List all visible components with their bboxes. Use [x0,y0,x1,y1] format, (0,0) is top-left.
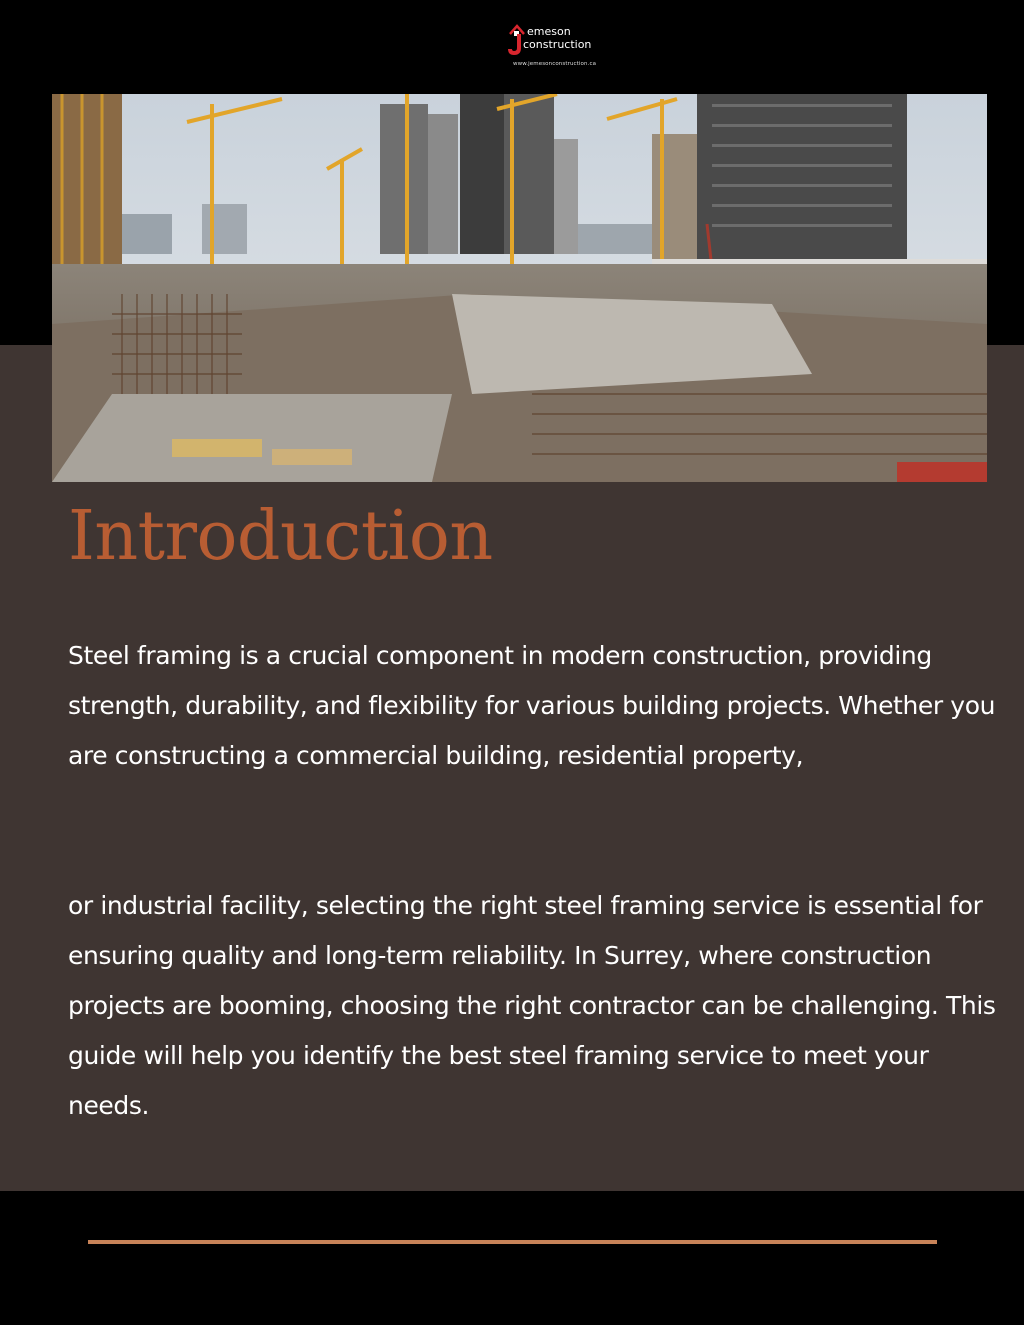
logo-brand-line1: emeson [527,25,571,38]
footer-divider [88,1240,937,1244]
bottom-band [0,1191,1024,1325]
logo-url: www.jemesonconstruction.ca [513,61,597,67]
construction-site-photo [52,94,987,482]
company-logo [508,22,608,70]
logo-wordmark [523,25,591,51]
logo-brand-line2: construction [523,38,592,51]
intro-paragraph-2: or industrial facility, selecting the right steel framing service is essential for ensuring quality and long-term reliability. In Surrey, where construction projects are booming, choosing the right contractor can be challenging. This guide will help you identify the best steel framing service to meet your needs. [68,891,996,1120]
intro-paragraph-1: Steel framing is a crucial component in modern construction, providing strength, durability, and flexibility for various building projects. Whether you are constructing a commercial building, residential property, [68,641,996,770]
construction-site-image [52,94,987,482]
page-title: Introduction [68,497,493,576]
